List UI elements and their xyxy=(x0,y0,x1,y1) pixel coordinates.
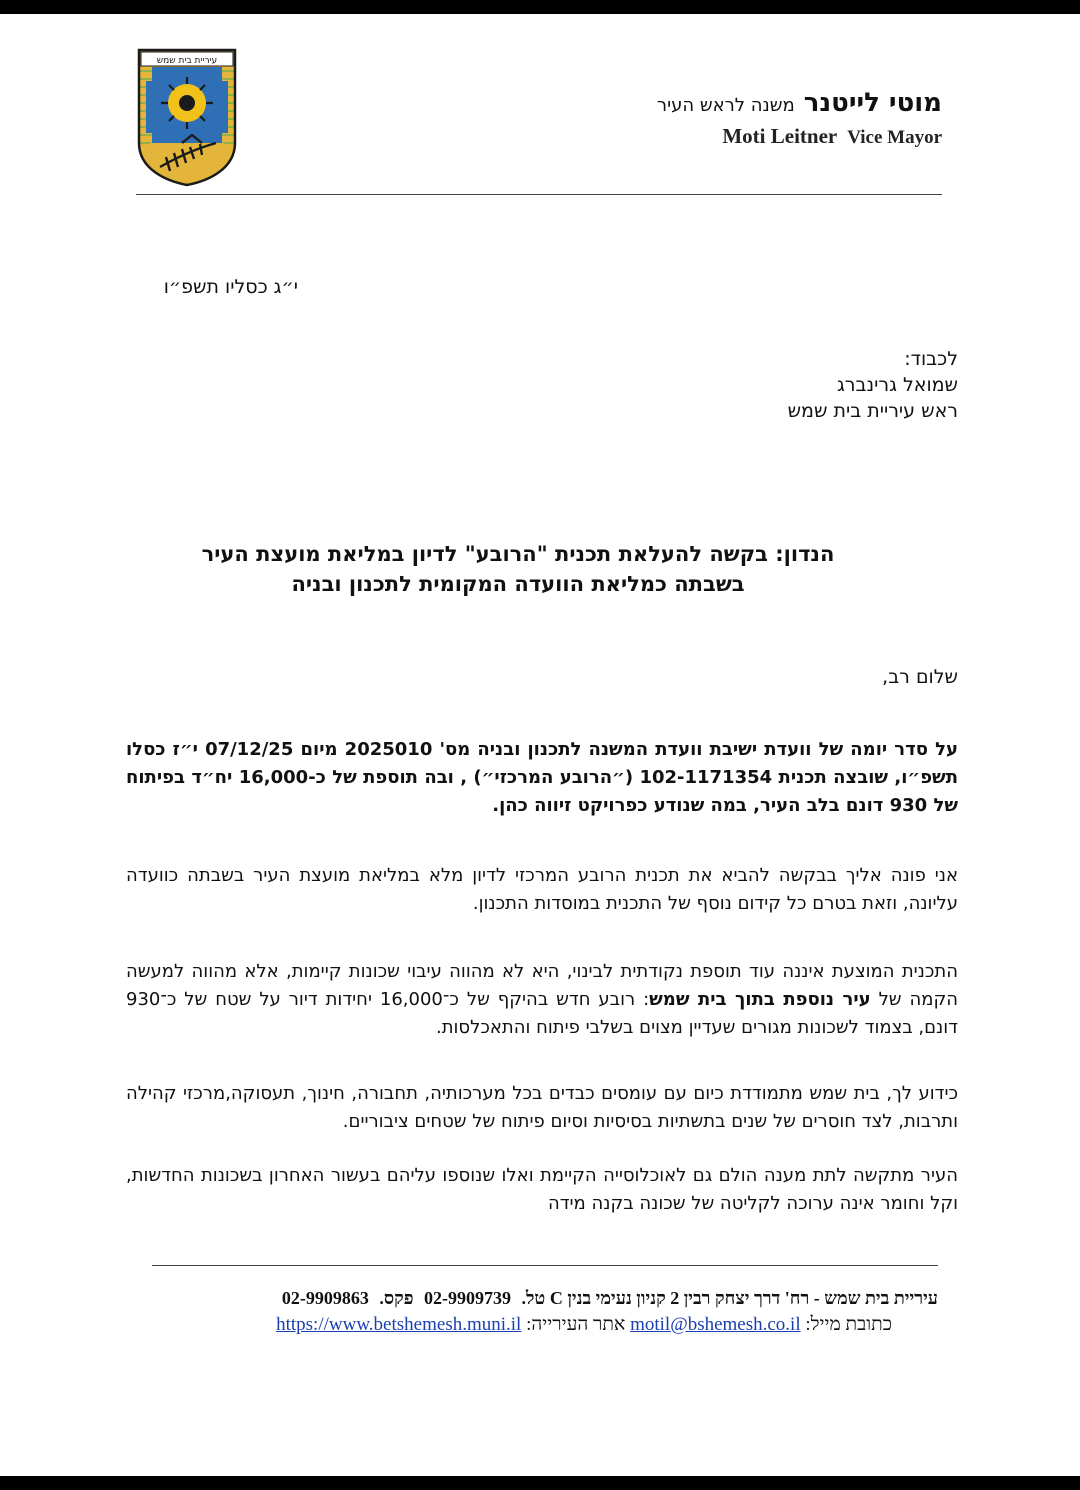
logo-caption: עיריית בית שמש xyxy=(156,56,218,66)
p3-part-a: התכנית המוצעת איננה עוד תוספת נקודתית לבינוי, היא לא מהווה עיבוי שכונות קיימות, אלא מהווה למעשה הקמה של xyxy=(126,961,958,1010)
footer-email-label: כתובת מייל: xyxy=(805,1314,892,1335)
subject-line-2: בשבתה כמליאת הוועדה המקומית לתכנון ובניה xyxy=(291,572,745,596)
header-divider xyxy=(136,194,942,195)
letter-date: י״ג כסליו תשפ״ו xyxy=(163,276,298,298)
footer-fax: 02-9909863 xyxy=(281,1288,369,1308)
footer-site-link[interactable]: https://www.betshemesh.muni.il xyxy=(276,1314,522,1335)
footer-site-label: אתר העירייה: xyxy=(526,1314,626,1335)
paragraph-plan-scope xyxy=(126,958,958,1042)
p3-part-c: : רובע חדש בהיקף של כ־16,000 יחידות דיור על שטח של כ־930 דונם, בצמוד לשכונות מגורים שעדיין מצוים בשלבי פיתוח והתאכלסות. xyxy=(126,989,958,1038)
sender-name-hebrew xyxy=(520,88,942,118)
footer-email-link[interactable]: motil@bshemesh.co.il xyxy=(630,1314,801,1335)
paragraph-city-loads: כידוע לך, בית שמש מתמודדת כיום עם עומסים כבדים בכל מערכותיה, תחבורה, חינוך, תעסוקה,מרכזי קהילה ותרבות, לצד חוסרים של שנים בתשתיות בסיסיות וסיום פיתוח של שטחים ציבוריים. xyxy=(126,1083,958,1132)
greeting: שלום רב, xyxy=(882,666,958,688)
letter-page xyxy=(0,14,1080,1476)
footer-tel: 02-9909739 xyxy=(424,1288,512,1308)
recipient-role: ראש עיריית בית שמש xyxy=(787,400,958,422)
footer-tel-label: טל. xyxy=(521,1288,546,1308)
paragraph-request: אני פונה אליך בבקשה להביא את תכנית הרובע המרכזי לדיון מלא במליאת מועצת העיר בשבתה כוועדה עליונה, וזאת בטרם כל קידום נוסף של התכנית במוסדות התכנון. xyxy=(126,865,958,914)
footer-address: עיריית בית שמש - רח' דרך יצחק רבין 2 קניון נעימי בנין C xyxy=(549,1288,938,1308)
city-emblem-logo xyxy=(136,47,238,187)
footer-fax-label: פקס. xyxy=(379,1288,414,1308)
sender-title-he: משנה לראש העיר xyxy=(656,95,795,116)
footer-contact-line xyxy=(152,1288,938,1309)
footer-web-line xyxy=(152,1314,892,1336)
footer-divider xyxy=(152,1265,938,1266)
paragraph-agenda: על סדר יומה של וועדת ישיבת וועדת המשנה לתכנון ובניה מס' 2025010 מיום 07/12/25 י״ז כסלו תשפ״ו, שובצה תכנית 102-1171354 (״הרובע המרכזי״) , ובה תוספת של כ-16,000 יח״ד בפיתוח של 930 דונם בלב העיר, במה שנודע כפרויקט זיווה כהן. xyxy=(126,739,958,816)
recipient-salutation: לכבוד: xyxy=(904,348,958,370)
paragraph-city-capacity: העיר מתקשה לתת מענה הולם גם לאוכלוסייה הקיימת ואלו שנוספו עליהם בעשור האחרון בשכונות החדשות, וקל וחומר אינה ערוכה לקליטה של שכונה בקנה מידה xyxy=(126,1165,958,1214)
sender-name-english xyxy=(520,124,942,149)
subject-line-1: הנדון: בקשה להעלאת תכנית "הרובע" לדיון במליאת מועצת העיר xyxy=(201,542,835,566)
sender-title-en: Vice Mayor xyxy=(847,127,942,148)
sender-name-he: מוטי לייטנר xyxy=(803,88,942,118)
sender-name-en: Moti Leitner xyxy=(722,124,838,148)
p3-emphasis: עיר נוספת בתוך בית שמש xyxy=(649,989,871,1010)
recipient-name: שמואל גרינברג xyxy=(836,374,958,396)
